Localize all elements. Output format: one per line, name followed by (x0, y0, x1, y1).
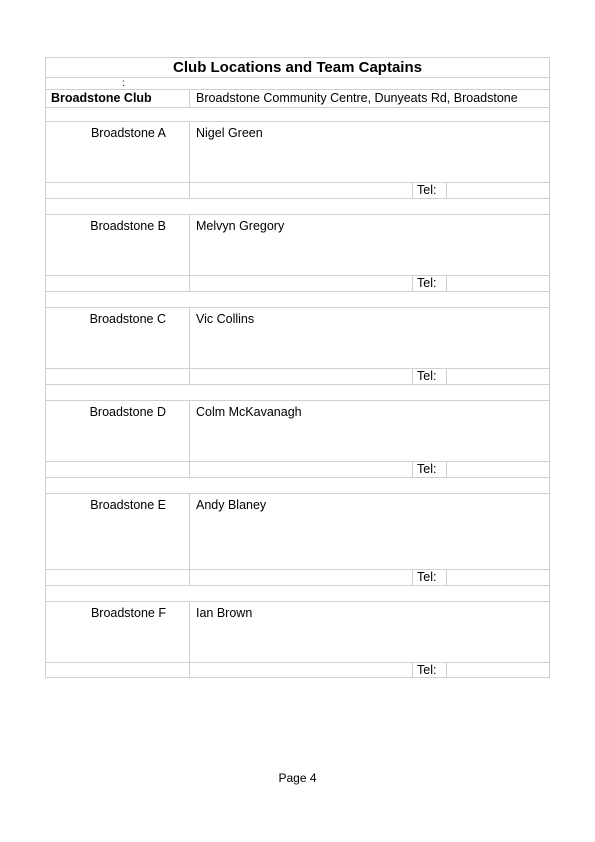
tel-label: Tel: (413, 570, 447, 585)
team-row (45, 307, 550, 368)
spacer-row (45, 107, 550, 121)
colon-row (45, 77, 550, 89)
team-row (45, 493, 550, 569)
captain-name: Vic Collins (196, 312, 255, 326)
captain-name: Melvyn Gregory (196, 219, 285, 233)
club-name: Broadstone Club (46, 90, 190, 107)
title-row (45, 57, 550, 77)
tel-label: Tel: (413, 369, 447, 384)
captain-name: Nigel Green (196, 126, 263, 140)
team-row (45, 601, 550, 662)
spacer-row (45, 291, 550, 307)
team-row (45, 400, 550, 461)
team-name: Broadstone E (46, 494, 190, 569)
spacer-row (45, 198, 550, 214)
spacer-row (45, 585, 550, 601)
tel-label: Tel: (413, 663, 447, 677)
team-name: Broadstone C (46, 308, 190, 368)
page-title: Club Locations and Team Captains (173, 59, 422, 76)
team-row (45, 121, 550, 182)
tel-row (45, 275, 550, 291)
team-name: Broadstone B (46, 215, 190, 275)
team-name: Broadstone A (46, 122, 190, 182)
colon-mark: : (122, 78, 125, 89)
team-name: Broadstone F (46, 602, 190, 662)
tel-row (45, 368, 550, 384)
tel-label: Tel: (413, 276, 447, 291)
tel-row (45, 182, 550, 198)
team-name: Broadstone D (46, 401, 190, 461)
captain-name: Colm McKavanagh (196, 405, 302, 419)
club-row (45, 89, 550, 107)
tel-label: Tel: (413, 183, 447, 198)
page-number: Page 4 (278, 771, 317, 785)
spacer-row (45, 477, 550, 493)
captain-name: Andy Blaney (196, 498, 267, 512)
club-table (45, 57, 550, 678)
tel-row (45, 662, 550, 678)
tel-label: Tel: (413, 462, 447, 477)
spacer-row (45, 384, 550, 400)
tel-row (45, 569, 550, 585)
club-address: Broadstone Community Centre, Dunyeats Rd, Broadstone (196, 91, 518, 105)
team-row (45, 214, 550, 275)
captain-name: Ian Brown (196, 606, 253, 620)
tel-row (45, 461, 550, 477)
